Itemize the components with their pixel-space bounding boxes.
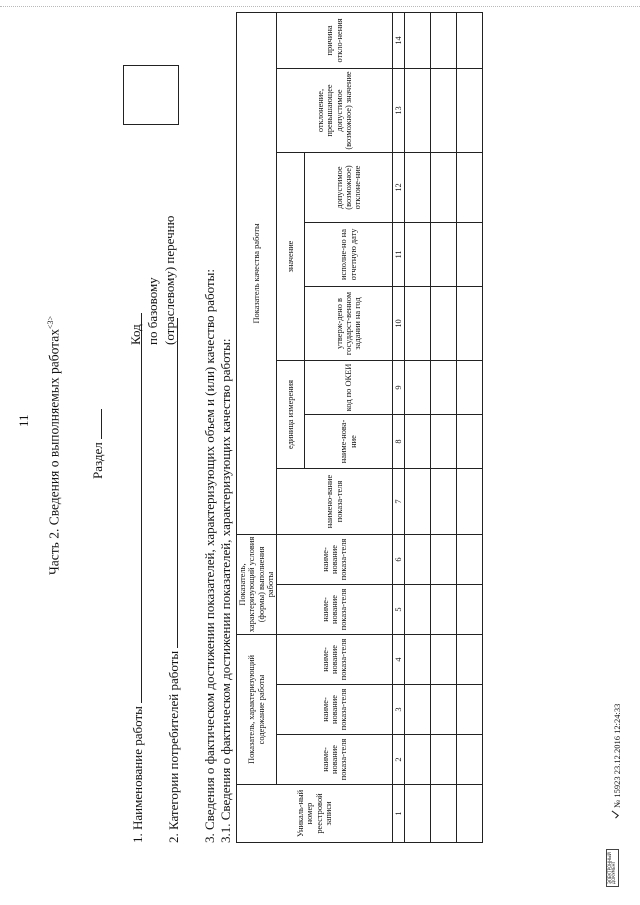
page-number: 11 [16, 414, 31, 427]
table-row [431, 12, 457, 842]
content-sub-3: наиме-нование показа-теля [277, 635, 393, 685]
table-cell [405, 152, 431, 222]
indicator-name: наимено-вание показа-теля [277, 468, 393, 534]
table-cell [457, 534, 483, 584]
table-cell [405, 68, 431, 152]
colnum-13: 13 [393, 68, 405, 152]
table-cell [457, 360, 483, 414]
field2-label: 2. Категории потребителей работы [166, 650, 181, 843]
col-exceed-deviation: отклонение, превышающее допустимое (возможное) значение [277, 68, 393, 152]
colnum-6: 6 [393, 534, 405, 584]
table-cell [405, 222, 431, 286]
table-cell [457, 685, 483, 735]
part-title-text: Часть 2. Сведения о выполняемых работах [46, 329, 62, 575]
colnum-2: 2 [393, 735, 405, 785]
table-cell [431, 68, 457, 152]
field2-line [177, 318, 178, 648]
table-cell [457, 735, 483, 785]
table-cell [405, 286, 431, 360]
signature-check-icon [611, 810, 620, 819]
unit-name: наиме-нова-ние [305, 414, 393, 468]
stamp-line-2: ДОКУМЕНТ [611, 861, 617, 884]
table-cell [431, 785, 457, 843]
colnum-14: 14 [393, 12, 405, 68]
table-cell [431, 360, 457, 414]
table-cell [431, 534, 457, 584]
value-allowed-deviation: допустимое (возможное) отклоне-ние [305, 152, 393, 222]
code-label-line-3: (отраслевому) перечню [161, 215, 177, 345]
group-content: Показатель, характеризующий содержание работы [237, 635, 277, 785]
table-row [457, 12, 483, 842]
colnum-8: 8 [393, 414, 405, 468]
table-cell [457, 585, 483, 635]
code-label-line-2: по базовому [144, 277, 160, 345]
table-cell [405, 685, 431, 735]
table-cell [431, 222, 457, 286]
table-cell [405, 635, 431, 685]
table-cell [405, 785, 431, 843]
table-cell [405, 12, 431, 68]
value-group: значение [277, 152, 305, 360]
part-title [46, 316, 63, 575]
unit-group: единица измерения [277, 360, 305, 468]
unit-okei-code: код по ОКЕИ [305, 360, 393, 414]
part-title-footnote: <3> [46, 316, 55, 330]
section-row [90, 409, 106, 479]
table-cell [405, 468, 431, 534]
footer-text: № 15923 23.12.2016 12:24:33 [612, 703, 622, 808]
colnum-11: 11 [393, 222, 405, 286]
table-cell [457, 635, 483, 685]
table-cell [431, 635, 457, 685]
col-registry-number: Уникаль-ный номер реестровой записи [237, 785, 393, 843]
colnum-7: 7 [393, 468, 405, 534]
conditions-sub-2: наиме-нование показа-теля [277, 534, 393, 584]
heading-3: 3. Сведения о фактическом достижении показателей, характеризующих объем и (или) качество работы: [202, 269, 217, 843]
table-cell [457, 222, 483, 286]
table-cell [431, 685, 457, 735]
value-approved: утверж-дено в государст-венном задании на год [305, 286, 393, 360]
table-cell [431, 152, 457, 222]
table-cell [431, 585, 457, 635]
table-cell [405, 735, 431, 785]
table-cell [431, 468, 457, 534]
field-work-name [130, 313, 146, 843]
table-cell [405, 534, 431, 584]
content-sub-1: наиме-нование показа-теля [277, 735, 393, 785]
stamp-line-1: ЭЛЕКТРОННЫЙ [607, 852, 612, 884]
table-cell [457, 414, 483, 468]
footer-signature [611, 704, 622, 819]
conditions-sub-1: наиме-нование показа-теля [277, 585, 393, 635]
colnum-3: 3 [393, 685, 405, 735]
colnum-9: 9 [393, 360, 405, 414]
group-conditions: Показатель, характеризующий условия (формы) выполнения работы [237, 534, 277, 634]
colnum-4: 4 [393, 635, 405, 685]
table-cell [431, 12, 457, 68]
code-box [123, 65, 179, 125]
value-executed: исполне-но на отчетную дату [305, 222, 393, 286]
colnum-1: 1 [393, 785, 405, 843]
group-quality: Показатель качества работы [237, 12, 277, 534]
table-cell [405, 585, 431, 635]
col-reason: причина откло-нения [277, 12, 393, 68]
electronic-document-stamp [606, 849, 619, 887]
colnum-10: 10 [393, 286, 405, 360]
field1-label: 1. Наименование работы [130, 706, 145, 843]
table-cell [457, 68, 483, 152]
code-label-line-1: Код [128, 324, 143, 345]
content-sub-2: наиме-нование показа-теля [277, 685, 393, 735]
table-cell [457, 286, 483, 360]
table-cell [431, 735, 457, 785]
field-consumers [166, 318, 182, 843]
table-cell [457, 785, 483, 843]
table-cell [431, 286, 457, 360]
table-cell [457, 468, 483, 534]
table-cell [431, 414, 457, 468]
heading-3-1: 3.1. Сведения о фактическом достижении показателей, характеризующих качество работы: [218, 338, 233, 843]
field1-line [141, 313, 142, 703]
table-cell [457, 12, 483, 68]
table-cell [405, 360, 431, 414]
table-row [405, 12, 431, 842]
colnum-12: 12 [393, 152, 405, 222]
colnum-5: 5 [393, 585, 405, 635]
table-cell [405, 414, 431, 468]
table-cell [457, 152, 483, 222]
column-numbers-row [393, 12, 405, 842]
section-value [101, 409, 102, 439]
quality-table [236, 12, 483, 843]
section-label: Раздел [90, 442, 105, 479]
